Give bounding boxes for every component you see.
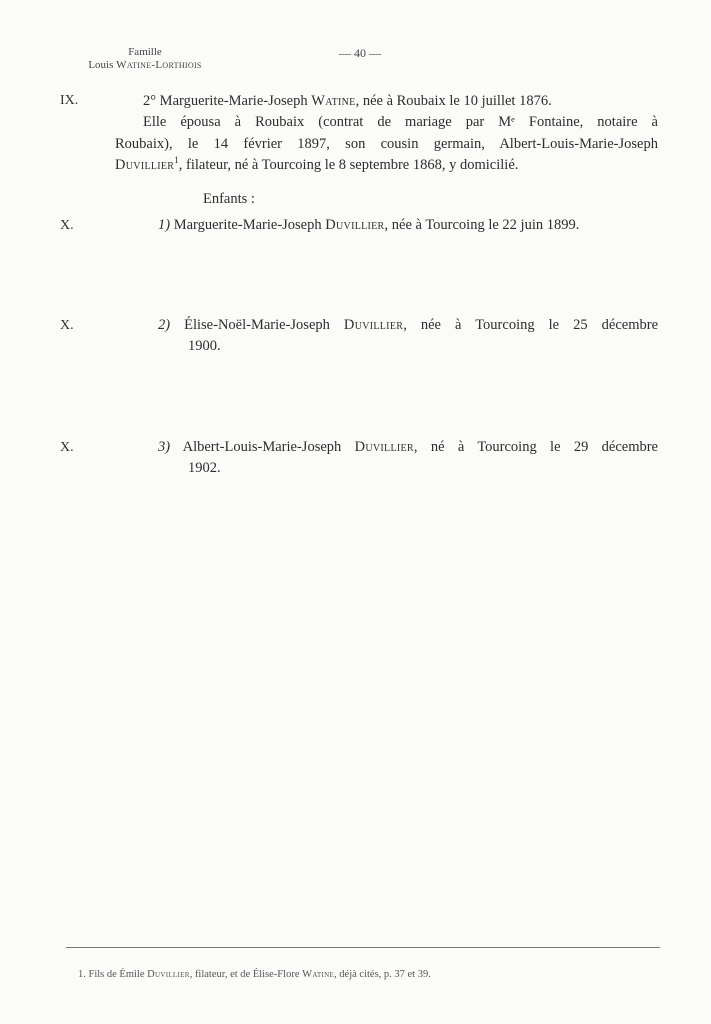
child-entry-2: 2) Élise-Noël-Marie-Joseph Duvillier, née à Tourcoing le 25 décembre [158, 317, 659, 333]
footnote-rule [66, 947, 660, 948]
child-entry-3-line2: 1902. [188, 460, 221, 476]
child-entry-3: 3) Albert-Louis-Marie-Joseph Duvillier, né à Tourcoing le 29 décembre [158, 439, 658, 455]
generation-marker-x: X. [60, 318, 74, 333]
generation-marker-x: X. [60, 218, 74, 233]
entry-ix-line1: 2° Marguerite-Marie-Joseph Watine, née à Roubaix le 10 juillet 1876. [143, 93, 552, 109]
generation-marker-ix: IX. [60, 93, 79, 108]
children-heading: Enfants : [203, 191, 255, 207]
child-entry-2-line2: 1900. [188, 338, 221, 354]
child-entry-1: 1) Marguerite-Marie-Joseph Duvillier, née à Tourcoing le 22 juin 1899. [158, 217, 580, 233]
generation-marker-x: X. [60, 440, 74, 455]
running-header [60, 46, 230, 72]
entry-ix-line4: Duvillier$^1$, filateur, né à Tourcoing le 8 septembre 1868, y domicilié. [115, 155, 519, 173]
footnote: 1. Fils de Émile Duvillier, filateur, et de Élise-Flore Watine, déjà cités, p. 37 et 39. [78, 969, 431, 980]
footnote-ref: 1 [174, 155, 179, 166]
entry-ix-line3: Roubaix), le 14 février 1897, son cousin germain, Albert-Louis-Marie-Joseph [115, 136, 658, 152]
header-family-name: Louis Watine-Lorthiois [88, 59, 202, 71]
page-number: — 40 — [339, 46, 381, 60]
entry-ix-line2: Elle épousa à Roubaix (contrat de mariage par Mᵉ Fontaine, notaire à [143, 114, 658, 130]
header-family-label: Famille [128, 46, 162, 58]
